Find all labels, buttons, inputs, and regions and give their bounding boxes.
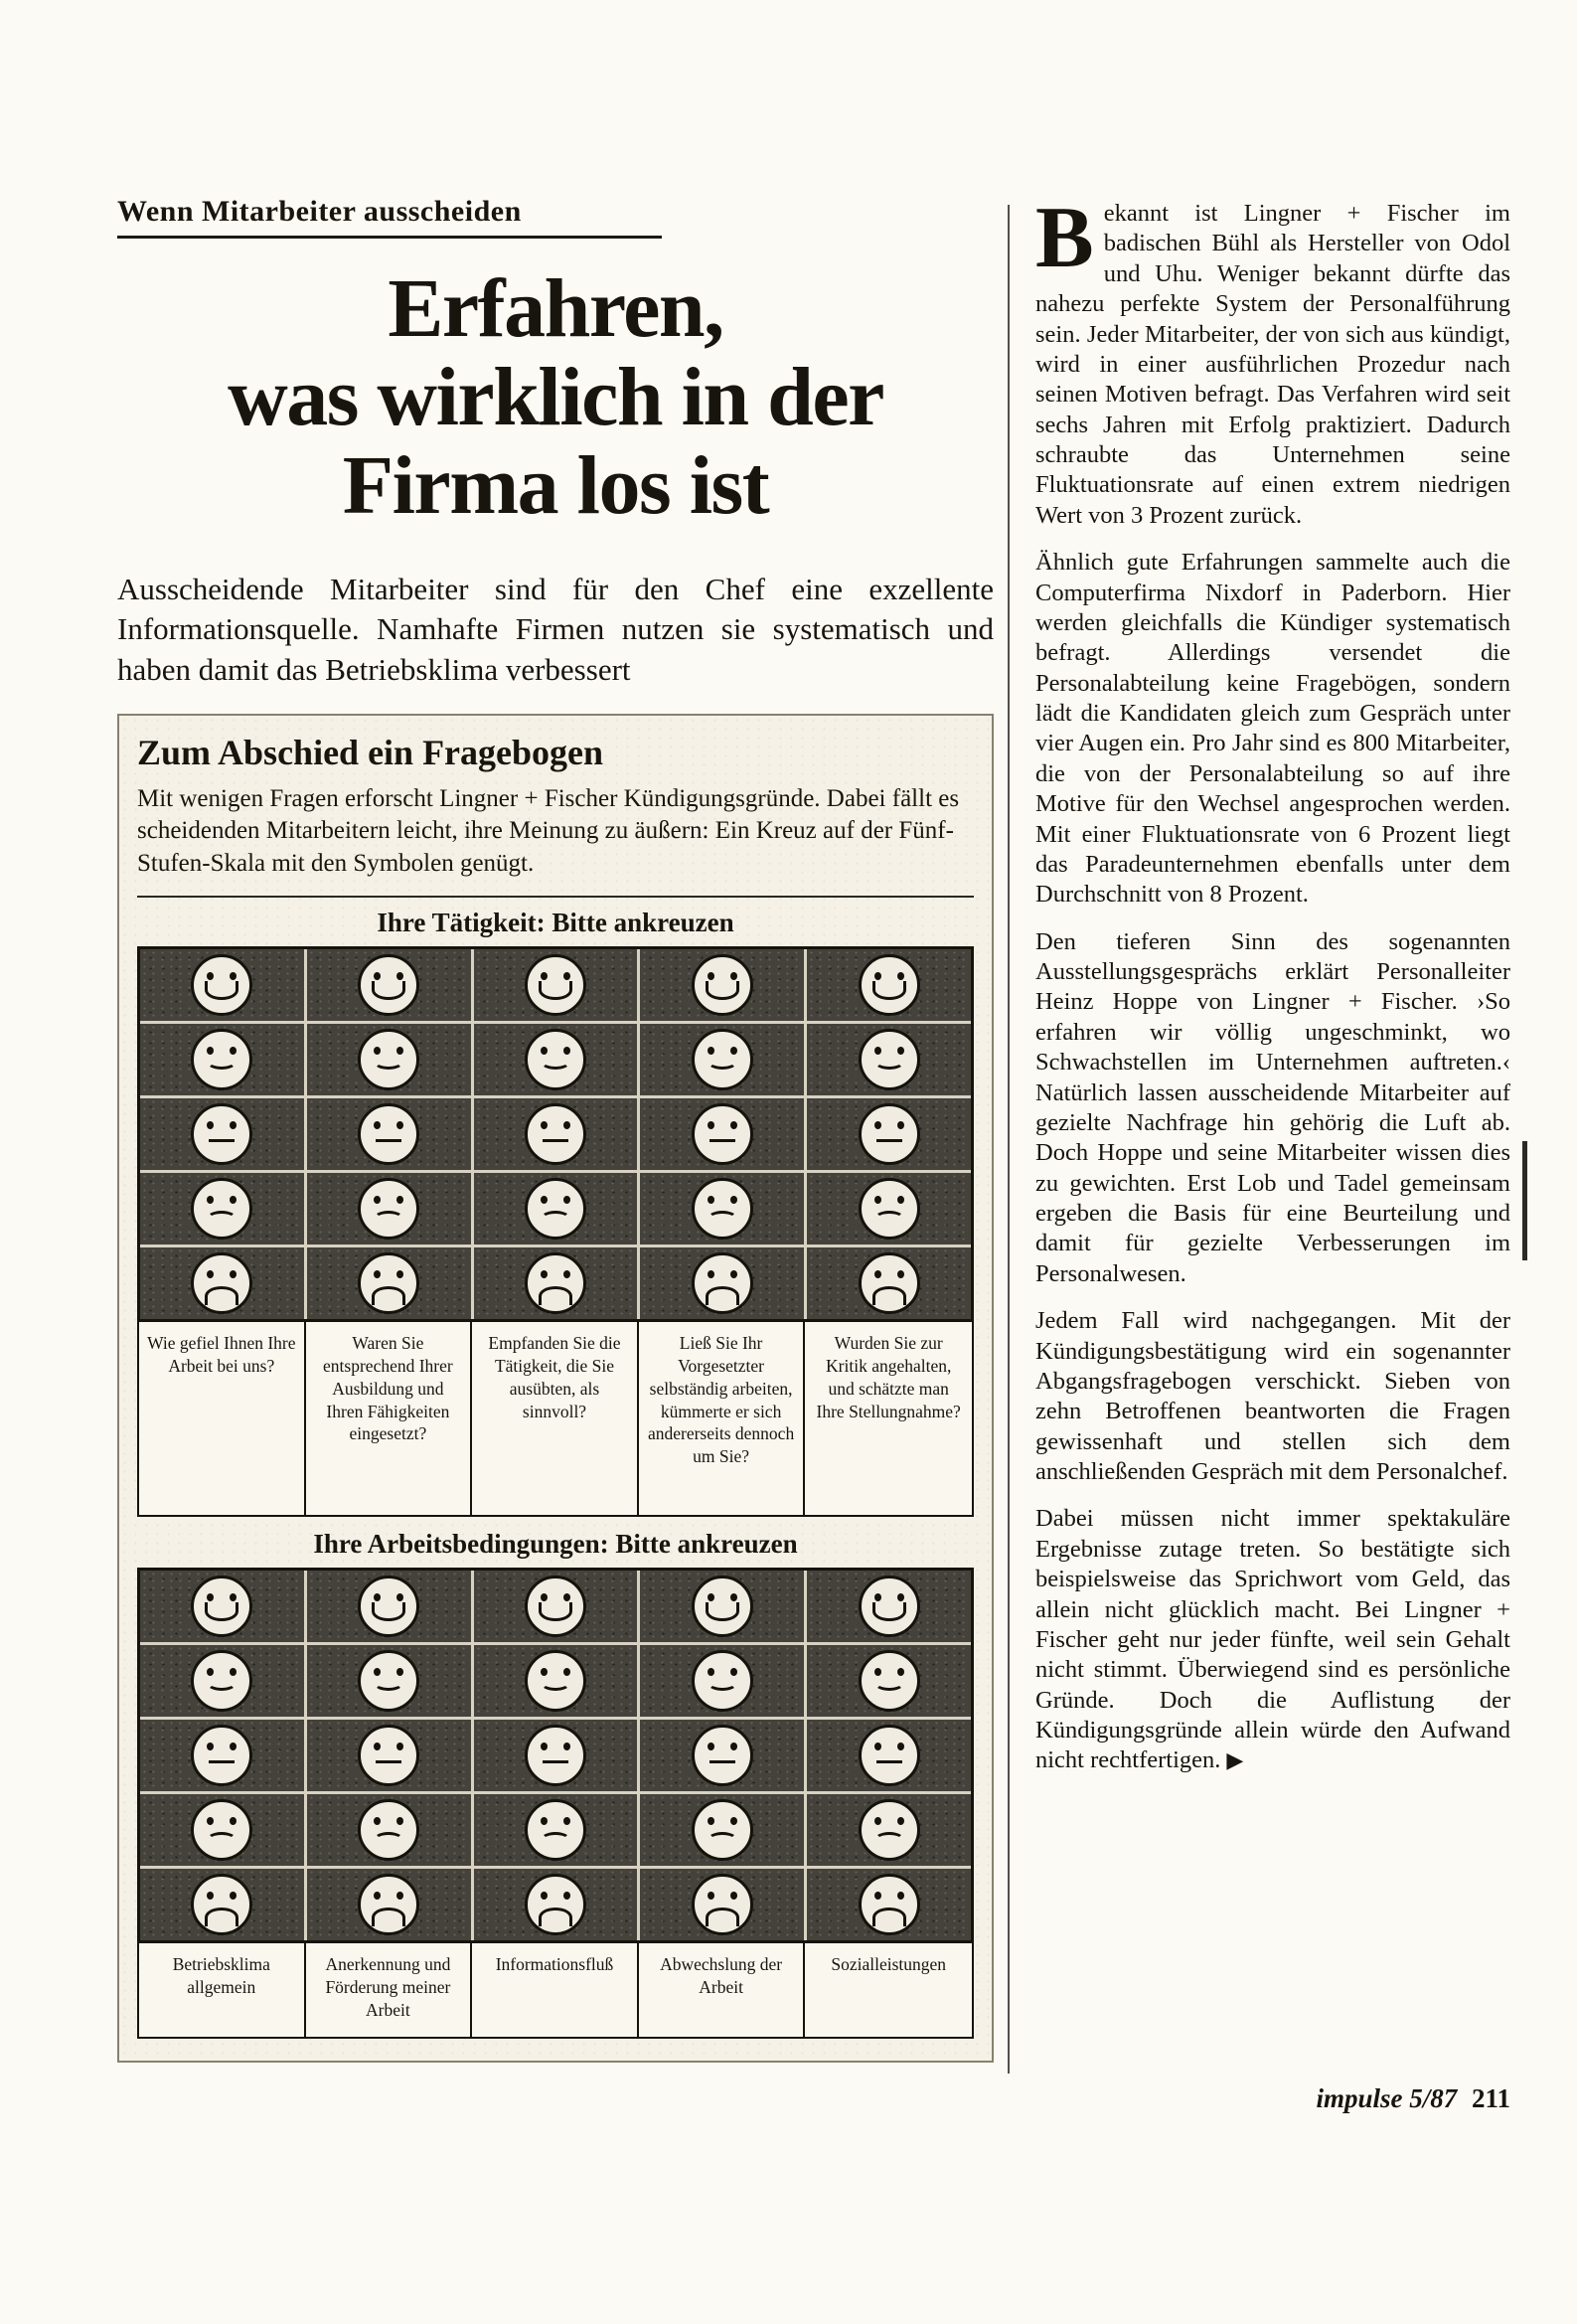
eye (207, 1668, 214, 1676)
eye (708, 1668, 714, 1676)
answer-cell-neutral (807, 1720, 971, 1791)
answer-cell-very-happy (307, 949, 471, 1021)
mouth (372, 1602, 405, 1621)
kicker-rule (117, 195, 662, 239)
mouth (874, 1832, 904, 1847)
answer-cell-very-sad (140, 1247, 304, 1319)
mouth (372, 1908, 405, 1926)
eye (396, 1743, 403, 1750)
mouth (710, 1760, 735, 1763)
article-paragraph (1035, 1504, 1510, 1775)
mouth (374, 1832, 403, 1847)
very-happy-face-icon (358, 954, 419, 1016)
answer-cell-sad (140, 1173, 304, 1245)
sad-face-icon (358, 1178, 419, 1240)
eye (897, 1121, 904, 1129)
article-column (1035, 190, 1510, 1793)
eye (374, 1196, 381, 1204)
mouth (874, 1055, 904, 1070)
eye (730, 1743, 737, 1750)
eye (897, 1593, 904, 1601)
neutral-face-icon (525, 1725, 586, 1786)
eye (207, 1593, 214, 1601)
eye (374, 972, 381, 980)
eye (207, 972, 214, 980)
mouth (207, 1211, 237, 1226)
very-happy-face-icon (859, 1576, 920, 1637)
left-column (117, 195, 994, 2063)
column-divider (1008, 205, 1010, 2074)
sad-face-icon (191, 1178, 252, 1240)
eye (874, 1743, 881, 1750)
happy-face-icon (692, 1650, 753, 1712)
mouth (876, 1760, 902, 1763)
happy-face-icon (358, 1650, 419, 1712)
eye (541, 1121, 548, 1129)
eye (563, 972, 570, 980)
eye (897, 1892, 904, 1900)
answer-cell-neutral (307, 1720, 471, 1791)
eye (563, 1047, 570, 1055)
mouth (374, 1676, 403, 1691)
eye (897, 1817, 904, 1825)
mouth (541, 1676, 570, 1691)
article-paragraph (1035, 1306, 1510, 1487)
table-title: Ihre Arbeitsbedingungen: Bitte ankreuzen (313, 1529, 798, 1560)
eye (897, 1743, 904, 1750)
eye (730, 1668, 737, 1676)
very-sad-face-icon (692, 1874, 753, 1935)
column-label: Empfanden Sie die Tätigkeit, die Sie ausübten, als sinnvoll? (472, 1322, 639, 1515)
answer-cell-neutral (307, 1098, 471, 1170)
mouth (376, 1139, 401, 1142)
box-title: Zum Abschied ein Fragebogen (137, 732, 604, 772)
very-happy-face-icon (692, 1576, 753, 1637)
mouth (872, 1602, 906, 1621)
eye (396, 1270, 403, 1278)
mouth (876, 1139, 902, 1142)
answer-cell-neutral (140, 1098, 304, 1170)
mouth (543, 1139, 568, 1142)
article-paragraph (1035, 190, 1510, 531)
mouth (209, 1760, 235, 1763)
kicker: Wenn Mitarbeiter ausscheiden (117, 195, 522, 228)
answer-cell-neutral (807, 1098, 971, 1170)
eye (563, 1817, 570, 1825)
neutral-face-icon (692, 1103, 753, 1165)
mouth (706, 1286, 739, 1305)
eye (207, 1270, 214, 1278)
answer-cell-neutral (474, 1098, 638, 1170)
sad-face-icon (692, 1799, 753, 1861)
headline-line-1: Erfahren, (388, 262, 723, 355)
very-happy-face-icon (525, 1576, 586, 1637)
eye (708, 972, 714, 980)
answer-cell-sad (640, 1794, 804, 1866)
very-happy-face-icon (859, 954, 920, 1016)
magazine-name: impulse (1316, 2083, 1403, 2113)
mouth (205, 981, 238, 1000)
mouth (541, 1055, 570, 1070)
eye (230, 972, 237, 980)
eye (230, 1817, 237, 1825)
neutral-face-icon (692, 1725, 753, 1786)
eye (396, 1668, 403, 1676)
eye (708, 1817, 714, 1825)
eye (374, 1743, 381, 1750)
mouth (539, 1602, 572, 1621)
eye (396, 972, 403, 980)
mouth (706, 1908, 739, 1926)
continuation-arrow-icon: ▶ (1226, 1747, 1244, 1773)
eye (730, 1892, 737, 1900)
mouth (872, 1286, 906, 1305)
mouth (209, 1139, 235, 1142)
answer-cell-sad (307, 1794, 471, 1866)
answer-cell-very-sad (307, 1869, 471, 1940)
eye (541, 1270, 548, 1278)
very-sad-face-icon (191, 1252, 252, 1314)
eye (396, 1047, 403, 1055)
answer-cell-happy (807, 1645, 971, 1717)
eye (374, 1892, 381, 1900)
eye (897, 1196, 904, 1204)
eye (230, 1668, 237, 1676)
eye (708, 1593, 714, 1601)
answer-cell-very-happy (140, 1571, 304, 1642)
very-sad-face-icon (859, 1252, 920, 1314)
answer-cell-very-happy (474, 949, 638, 1021)
mouth (541, 1211, 570, 1226)
answer-cell-very-sad (307, 1247, 471, 1319)
issue-number: 5/87 (1409, 2083, 1458, 2113)
answer-cell-very-sad (807, 1247, 971, 1319)
paragraph-text: Ähnlich gute Erfahrungen sammelte auch die Computerfirma Nixdorf in Paderborn. Hier werden gleichfalls die Kündiger systematisch befragt. Allerdings versendet die Personalabteilung keine Fragebögen, sondern lädt die Kandidaten gleich zum Gespräch unter vier Augen ein. Pro Jahr sind es 800 Mitarbeiter, die von der Personalabteilung so auf ihre Motive für den Wechsel angesprochen werden. Mit einer Fluktuationsrate von 6 Prozent liegt das Paradeunternehmen ebenfalls unter dem Durchschnitt von 8 Prozent. (1035, 549, 1510, 909)
neutral-face-icon (191, 1103, 252, 1165)
eye (730, 1047, 737, 1055)
very-sad-face-icon (525, 1252, 586, 1314)
eye (730, 1121, 737, 1129)
eye (874, 1817, 881, 1825)
eye (897, 1668, 904, 1676)
sad-face-icon (525, 1178, 586, 1240)
eye (541, 1593, 548, 1601)
answer-cell-happy (140, 1024, 304, 1095)
answer-cell-very-sad (640, 1869, 804, 1940)
eye (207, 1743, 214, 1750)
paragraph-text: ekannt ist Lingner + Fischer im badischen Bühl als Hersteller von Odol und Uhu. Weniger bekannt dürfte das nahezu perfekte System der Personalführung sein. Jeder Mitarbeiter, der von sich aus kündigt, wird in einer ausführlichen Prozedur nach seinen Motiven befragt. Das Verfahren wird seit sechs Jahren mit Erfolg praktiziert. Dadurch schraubte das Unternehmen seine Fluktuationsrate auf einen extrem niedrigen Wert von 3 Prozent zurück. (1035, 200, 1510, 529)
lede: Ausscheidende Mitarbeiter sind für den Chef eine exzellente Informationsquelle. Namhafte Firmen nutzen sie systematisch und haben damit das Betriebsklima verbessert (117, 572, 994, 687)
neutral-face-icon (358, 1103, 419, 1165)
eye (730, 1817, 737, 1825)
page-footer (1035, 2083, 1510, 2114)
answer-cell-sad (307, 1173, 471, 1245)
answer-cell-very-sad (807, 1869, 971, 1940)
eye (730, 972, 737, 980)
eye (374, 1668, 381, 1676)
eye (230, 1743, 237, 1750)
eye (207, 1196, 214, 1204)
paragraph-text: Dabei müssen nicht immer spektakuläre Ergebnisse zutage treten. So bestätigte sich beispielsweise das Sprichwort vom Geld, das allein nicht glücklich macht. Bei Lingner + Fischer geht nur jeder fünfte, weil sein Gehalt nicht stimmt. Überwiegend sind es persönliche Gründe. Doch die Auflistung der Kündigungsgründe allein würde den Aufwand nicht rechtfertigen. (1035, 1505, 1510, 1774)
column-label: Ließ Sie Ihr Vorgesetzter selbständig arbeiten, kümmerte er sich andererseits dennoch um Sie? (639, 1322, 806, 1515)
sad-face-icon (692, 1178, 753, 1240)
eye (874, 1892, 881, 1900)
answer-cell-very-happy (807, 1571, 971, 1642)
answer-cell-very-sad (474, 1869, 638, 1940)
eye (230, 1593, 237, 1601)
eye (708, 1047, 714, 1055)
mouth (872, 1908, 906, 1926)
sad-face-icon (525, 1799, 586, 1861)
answer-cell-happy (640, 1645, 804, 1717)
answer-cell-neutral (140, 1720, 304, 1791)
eye (541, 1817, 548, 1825)
eye (374, 1593, 381, 1601)
eye (563, 1668, 570, 1676)
answer-cell-happy (640, 1024, 804, 1095)
mouth (874, 1676, 904, 1691)
happy-face-icon (191, 1650, 252, 1712)
mouth (708, 1676, 737, 1691)
mouth (207, 1055, 237, 1070)
column-label: Sozialleistungen (831, 1954, 947, 1975)
eye (541, 1743, 548, 1750)
answer-cell-neutral (640, 1098, 804, 1170)
happy-face-icon (525, 1029, 586, 1090)
eye (730, 1593, 737, 1601)
mouth (708, 1832, 737, 1847)
eye (374, 1121, 381, 1129)
eye (541, 1668, 548, 1676)
eye (541, 1892, 548, 1900)
eye (230, 1270, 237, 1278)
mouth (706, 981, 739, 1000)
article-paragraph (1035, 548, 1510, 911)
very-happy-face-icon (358, 1576, 419, 1637)
eye (207, 1047, 214, 1055)
eye (207, 1892, 214, 1900)
answer-cell-happy (307, 1024, 471, 1095)
eye (897, 972, 904, 980)
eye (541, 1047, 548, 1055)
paragraph-text: Jedem Fall wird nachgegangen. Mit der Kündigungsbestätigung wird ein sogenannter Abgangsfragebogen verschickt. Sieben von zehn Betroffenen beantworten die Fragen gewissenhaft und stellen sich dem anschließenden Gespräch mit dem Personalchef. (1035, 1307, 1510, 1485)
answer-cell-sad (640, 1173, 804, 1245)
mouth (207, 1676, 237, 1691)
mouth (539, 981, 572, 1000)
eye (730, 1270, 737, 1278)
eye (874, 1196, 881, 1204)
eye (874, 1668, 881, 1676)
very-happy-face-icon (692, 954, 753, 1016)
column-label: Wurden Sie zur Kritik angehalten, und schätzte man Ihre Stellungnahme? (816, 1333, 961, 1421)
answer-cell-sad (474, 1794, 638, 1866)
answer-cell-very-sad (640, 1247, 804, 1319)
headline-line-3: Firma los ist (342, 439, 769, 533)
mouth (706, 1602, 739, 1621)
answer-cell-very-happy (307, 1571, 471, 1642)
answer-cell-sad (140, 1794, 304, 1866)
mouth (541, 1832, 570, 1847)
mouth (708, 1055, 737, 1070)
eye (730, 1196, 737, 1204)
eye (708, 1196, 714, 1204)
sad-face-icon (358, 1799, 419, 1861)
mouth (207, 1832, 237, 1847)
column-labels (137, 1943, 974, 2039)
answer-cell-very-happy (474, 1571, 638, 1642)
eye (874, 1270, 881, 1278)
column-label: Informationsfluß (472, 1943, 639, 2037)
answer-cell-sad (474, 1173, 638, 1245)
eye (230, 1196, 237, 1204)
eye (541, 972, 548, 980)
answer-cell-very-happy (640, 1571, 804, 1642)
mouth (872, 981, 906, 1000)
sad-face-icon (191, 1799, 252, 1861)
eye (708, 1892, 714, 1900)
eye (563, 1196, 570, 1204)
happy-face-icon (358, 1029, 419, 1090)
mouth (374, 1055, 403, 1070)
drop-cap: B (1035, 190, 1094, 286)
answer-cell-happy (474, 1645, 638, 1717)
mouth (539, 1286, 572, 1305)
column-label: Wie gefiel Ihnen Ihre Arbeit bei uns? (139, 1322, 306, 1515)
neutral-face-icon (358, 1725, 419, 1786)
very-happy-face-icon (191, 954, 252, 1016)
eye (396, 1817, 403, 1825)
mouth (205, 1908, 238, 1926)
answer-cell-very-happy (140, 949, 304, 1021)
margin-emphasis-mark (1522, 1141, 1527, 1260)
mouth (376, 1760, 401, 1763)
eye (563, 1270, 570, 1278)
eye (874, 1047, 881, 1055)
eye (708, 1270, 714, 1278)
answer-cell-happy (140, 1645, 304, 1717)
eye (874, 1593, 881, 1601)
page-number: 211 (1471, 2083, 1510, 2113)
eye (230, 1047, 237, 1055)
eye (874, 972, 881, 980)
eye (563, 1593, 570, 1601)
very-happy-face-icon (525, 954, 586, 1016)
very-happy-face-icon (191, 1576, 252, 1637)
eye (708, 1743, 714, 1750)
questionnaire-table-taetigkeit (137, 896, 974, 1517)
column-label: Abwechslung der Arbeit (639, 1943, 806, 2037)
neutral-face-icon (191, 1725, 252, 1786)
neutral-face-icon (859, 1725, 920, 1786)
column-label: Betriebsklima allgemein (139, 1943, 306, 2037)
eye (396, 1121, 403, 1129)
eye (396, 1593, 403, 1601)
mouth (708, 1211, 737, 1226)
mouth (372, 981, 405, 1000)
answer-cell-happy (807, 1024, 971, 1095)
mouth (205, 1286, 238, 1305)
eye (207, 1121, 214, 1129)
sad-face-icon (859, 1178, 920, 1240)
happy-face-icon (191, 1029, 252, 1090)
answer-cell-very-happy (807, 949, 971, 1021)
headline (117, 262, 994, 533)
mouth (205, 1602, 238, 1621)
eye (897, 1047, 904, 1055)
sad-face-icon (859, 1799, 920, 1861)
eye (563, 1743, 570, 1750)
answer-cell-sad (807, 1173, 971, 1245)
mouth (539, 1908, 572, 1926)
eye (563, 1121, 570, 1129)
eye (207, 1817, 214, 1825)
very-sad-face-icon (859, 1874, 920, 1935)
answer-cell-neutral (474, 1720, 638, 1791)
eye (374, 1270, 381, 1278)
column-label: Anerkennung und Förderung meiner Arbeit (306, 1943, 473, 2037)
neutral-face-icon (525, 1103, 586, 1165)
very-sad-face-icon (358, 1252, 419, 1314)
eye (874, 1121, 881, 1129)
very-sad-face-icon (525, 1874, 586, 1935)
mouth (374, 1211, 403, 1226)
smiley-grid (137, 946, 974, 1322)
questionnaire-table-arbeitsbedingungen (137, 1529, 974, 2039)
happy-face-icon (859, 1029, 920, 1090)
eye (374, 1047, 381, 1055)
eye (396, 1892, 403, 1900)
happy-face-icon (525, 1650, 586, 1712)
answer-cell-neutral (640, 1720, 804, 1791)
column-labels (137, 1322, 974, 1517)
eye (897, 1270, 904, 1278)
paragraph-text: Den tieferen Sinn des sogenannten Ausstellungsgesprächs erklärt Personalleiter Heinz Hoppe von Lingner + Fischer. ›So erfahren wir völlig ungeschminkt, wo Schwachstellen im Unternehmen auftreten.‹ Natürlich lassen ausscheidende Mitarbeiter auf gezielte Nachfrage hin gehörig die Luft ab. Doch Hoppe und seine Mitarbeiter wissen dies zu gewichten. Erst Lob und Tadel gemeinsam ergeben die Basis für eine Beurteilung und damit für gezielte Verbesserungen im Personalwesen. (1035, 927, 1510, 1287)
happy-face-icon (859, 1650, 920, 1712)
eye (230, 1121, 237, 1129)
mouth (874, 1211, 904, 1226)
mouth (372, 1286, 405, 1305)
very-sad-face-icon (191, 1874, 252, 1935)
smiley-grid (137, 1568, 974, 1943)
answer-cell-very-happy (640, 949, 804, 1021)
very-sad-face-icon (692, 1252, 753, 1314)
happy-face-icon (692, 1029, 753, 1090)
neutral-face-icon (859, 1103, 920, 1165)
eye (230, 1892, 237, 1900)
answer-cell-very-sad (474, 1247, 638, 1319)
eye (563, 1892, 570, 1900)
column-label: Waren Sie entsprechend Ihrer Ausbildung und Ihren Fähigkeiten eingesetzt? (306, 1322, 473, 1515)
mouth (710, 1139, 735, 1142)
mouth (543, 1760, 568, 1763)
headline-line-2: was wirklich in der (228, 351, 883, 444)
very-sad-face-icon (358, 1874, 419, 1935)
eye (541, 1196, 548, 1204)
eye (708, 1121, 714, 1129)
box-text: Mit wenigen Fragen erforscht Lingner + Fischer Kündigungsgründe. Dabei fällt es scheidenden Mitarbeitern leicht, ihre Meinung zu äußern: Ein Kreuz auf der Fünf-Stufen-Skala mit den Symbolen genügt. (137, 784, 960, 877)
article-paragraph (1035, 927, 1510, 1290)
answer-cell-very-sad (140, 1869, 304, 1940)
answer-cell-sad (807, 1794, 971, 1866)
table-title: Ihre Tätigkeit: Bitte ankreuzen (137, 896, 974, 938)
eye (396, 1196, 403, 1204)
answer-cell-happy (474, 1024, 638, 1095)
answer-cell-happy (307, 1645, 471, 1717)
questionnaire-box (117, 714, 994, 2064)
eye (374, 1817, 381, 1825)
